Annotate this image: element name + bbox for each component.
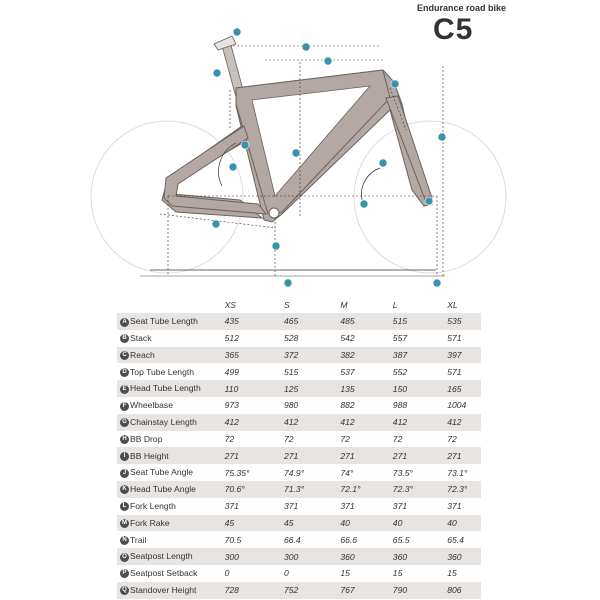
size-header-row (117, 297, 481, 313)
row-badge: E (120, 385, 129, 394)
table-row (117, 531, 481, 548)
value-cell: 300 (225, 548, 284, 565)
row-badge: I (120, 452, 129, 461)
value-cell: 15 (447, 565, 481, 582)
value-cell: 515 (393, 313, 447, 330)
value-cell: 360 (393, 548, 447, 565)
value-cell: 271 (340, 447, 392, 464)
value-cell: 72 (225, 431, 284, 448)
value-cell: 412 (393, 414, 447, 431)
callout-marker (425, 197, 433, 205)
table-row (117, 498, 481, 515)
row-label: Trail (130, 534, 147, 545)
value-cell: 806 (447, 582, 481, 599)
value-cell: 980 (284, 397, 340, 414)
row-badge: H (120, 435, 129, 444)
value-cell: 72 (447, 431, 481, 448)
row-badge: C (120, 351, 129, 360)
value-cell: 371 (284, 498, 340, 515)
value-cell: 74.9° (284, 464, 340, 481)
callout-marker (229, 163, 237, 171)
value-cell: 752 (284, 582, 340, 599)
row-label-cell (117, 431, 225, 448)
fork (386, 96, 432, 202)
value-cell: 552 (393, 363, 447, 380)
value-cell: 365 (225, 347, 284, 364)
value-cell: 790 (393, 582, 447, 599)
row-label-cell (117, 565, 225, 582)
value-cell: 371 (340, 498, 392, 515)
value-cell: 973 (225, 397, 284, 414)
row-badge: D (120, 368, 129, 377)
row-badge: P (120, 569, 129, 578)
value-cell: 571 (447, 330, 481, 347)
row-label: Wheelbase (130, 400, 173, 411)
row-label-cell (117, 347, 225, 364)
value-cell: 65.4 (447, 531, 481, 548)
value-cell: 271 (284, 447, 340, 464)
value-cell: 397 (447, 347, 481, 364)
value-cell: 72 (393, 431, 447, 448)
value-cell: 387 (393, 347, 447, 364)
callout-marker (212, 220, 220, 228)
value-cell: 557 (393, 330, 447, 347)
row-label-cell (117, 380, 225, 397)
value-cell: 66.4 (284, 531, 340, 548)
value-cell: 537 (340, 363, 392, 380)
row-label-cell (117, 531, 225, 548)
value-cell: 485 (340, 313, 392, 330)
row-label: Chainstay Length (130, 417, 197, 428)
callout-marker (302, 43, 310, 51)
value-cell: 372 (284, 347, 340, 364)
table-row (117, 464, 481, 481)
callout-marker (233, 28, 241, 36)
table-row (117, 330, 481, 347)
row-badge: A (120, 318, 129, 327)
value-cell: 412 (447, 414, 481, 431)
value-cell: 65.5 (393, 531, 447, 548)
value-cell: 150 (393, 380, 447, 397)
value-cell: 271 (393, 447, 447, 464)
value-cell: 512 (225, 330, 284, 347)
row-label: BB Drop (130, 433, 163, 444)
bike-model-title: C5 (433, 13, 474, 46)
table-row (117, 414, 481, 431)
value-cell: 70.5 (225, 531, 284, 548)
row-label-cell (117, 363, 225, 380)
row-label-cell (117, 498, 225, 515)
value-cell: 767 (340, 582, 392, 599)
value-cell: 73.1° (447, 464, 481, 481)
table-row (117, 481, 481, 498)
value-cell: 535 (447, 313, 481, 330)
callout-marker (324, 57, 332, 65)
value-cell: 360 (340, 548, 392, 565)
row-label: Stack (130, 333, 152, 344)
size-header: M (340, 300, 348, 310)
row-badge: M (122, 520, 127, 527)
callout-marker (438, 133, 446, 141)
row-badge: N (120, 536, 129, 545)
value-cell: 382 (340, 347, 392, 364)
row-label: Seat Tube Angle (130, 467, 194, 478)
value-cell: 40 (340, 515, 392, 532)
table-row (117, 582, 481, 599)
value-cell: 371 (447, 498, 481, 515)
table-row (117, 363, 481, 380)
geometry-table-body (117, 313, 481, 599)
value-cell: 72 (284, 431, 340, 448)
row-label-cell (117, 313, 225, 330)
table-row (117, 380, 481, 397)
value-cell: 15 (393, 565, 447, 582)
row-label: BB Height (130, 450, 169, 461)
bottom-bracket (269, 208, 279, 218)
callout-marker (272, 242, 280, 250)
value-cell: 271 (447, 447, 481, 464)
row-badge: O (120, 553, 129, 562)
value-cell: 435 (225, 313, 284, 330)
table-row (117, 347, 481, 364)
table-row (117, 515, 481, 532)
value-cell: 882 (340, 397, 392, 414)
saddle-clamp (214, 36, 236, 50)
value-cell: 72.1° (340, 481, 392, 498)
value-cell: 165 (447, 380, 481, 397)
row-badge: K (120, 485, 129, 494)
value-cell: 542 (340, 330, 392, 347)
value-cell: 988 (393, 397, 447, 414)
row-label-cell (117, 464, 225, 481)
value-cell: 73.5° (393, 464, 447, 481)
value-cell: 45 (225, 515, 284, 532)
row-label: Standover Height (130, 585, 197, 596)
table-row (117, 313, 481, 330)
value-cell: 412 (340, 414, 392, 431)
value-cell: 271 (225, 447, 284, 464)
value-cell: 72.3° (447, 481, 481, 498)
callout-marker (391, 80, 399, 88)
row-badge: L (120, 502, 129, 511)
callout-marker (360, 200, 368, 208)
value-cell: 125 (284, 380, 340, 397)
table-row (117, 548, 481, 565)
callout-marker (379, 159, 387, 167)
bike-subtitle: Endurance road bike (417, 3, 507, 13)
row-label: Head Tube Angle (130, 484, 196, 495)
row-badge: B (120, 334, 129, 343)
value-cell: 371 (393, 498, 447, 515)
value-cell: 70.6° (225, 481, 284, 498)
callout-marker (433, 279, 441, 287)
callout-marker (284, 279, 292, 287)
value-cell: 412 (284, 414, 340, 431)
row-label: Head Tube Length (130, 383, 201, 394)
row-label-cell (117, 397, 225, 414)
size-header: L (392, 300, 398, 310)
row-label: Seat Tube Length (130, 316, 198, 327)
value-cell: 15 (340, 565, 392, 582)
value-cell: 360 (447, 548, 481, 565)
value-cell: 412 (225, 414, 284, 431)
value-cell: 40 (447, 515, 481, 532)
value-cell: 728 (225, 582, 284, 599)
row-label-cell (117, 481, 225, 498)
size-header: XS (224, 300, 237, 310)
row-label-cell (117, 515, 225, 532)
value-cell: 371 (225, 498, 284, 515)
value-cell: 0 (225, 565, 284, 582)
value-cell: 110 (225, 380, 284, 397)
row-label: Fork Rake (130, 517, 170, 528)
value-cell: 0 (284, 565, 340, 582)
row-label: Seatpost Length (130, 551, 193, 562)
value-cell: 515 (284, 363, 340, 380)
table-row (117, 397, 481, 414)
value-cell: 528 (284, 330, 340, 347)
row-label-cell (117, 414, 225, 431)
row-badge: F (120, 402, 129, 411)
value-cell: 45 (284, 515, 340, 532)
value-cell: 40 (393, 515, 447, 532)
row-label-cell (117, 447, 225, 464)
value-cell: 72 (340, 431, 392, 448)
value-cell: 135 (340, 380, 392, 397)
callout-marker (213, 69, 221, 77)
size-header: XL (447, 300, 458, 310)
table-row (117, 447, 481, 464)
value-cell: 499 (225, 363, 284, 380)
value-cell: 66.6 (340, 531, 392, 548)
row-label: Seatpost Setback (130, 568, 198, 579)
value-cell: 72.3° (393, 481, 447, 498)
size-header: S (283, 300, 290, 310)
value-cell: 71.3° (284, 481, 340, 498)
row-label-cell (117, 330, 225, 347)
value-cell: 75.35° (225, 464, 284, 481)
row-label-cell (117, 582, 225, 599)
geometry-table (117, 297, 481, 599)
value-cell: 465 (284, 313, 340, 330)
value-cell: 74° (340, 464, 392, 481)
callout-marker (292, 149, 300, 157)
row-badge: Q (120, 586, 129, 595)
value-cell: 571 (447, 363, 481, 380)
table-row (117, 431, 481, 448)
row-label: Top Tube Length (130, 366, 195, 377)
row-label: Fork Length (130, 501, 176, 512)
row-badge: J (120, 469, 129, 478)
table-row (117, 565, 481, 582)
row-badge: G (120, 418, 129, 427)
value-cell: 1004 (447, 397, 481, 414)
row-label: Reach (130, 349, 155, 360)
row-label-cell (117, 548, 225, 565)
callout-marker (241, 141, 249, 149)
value-cell: 300 (284, 548, 340, 565)
